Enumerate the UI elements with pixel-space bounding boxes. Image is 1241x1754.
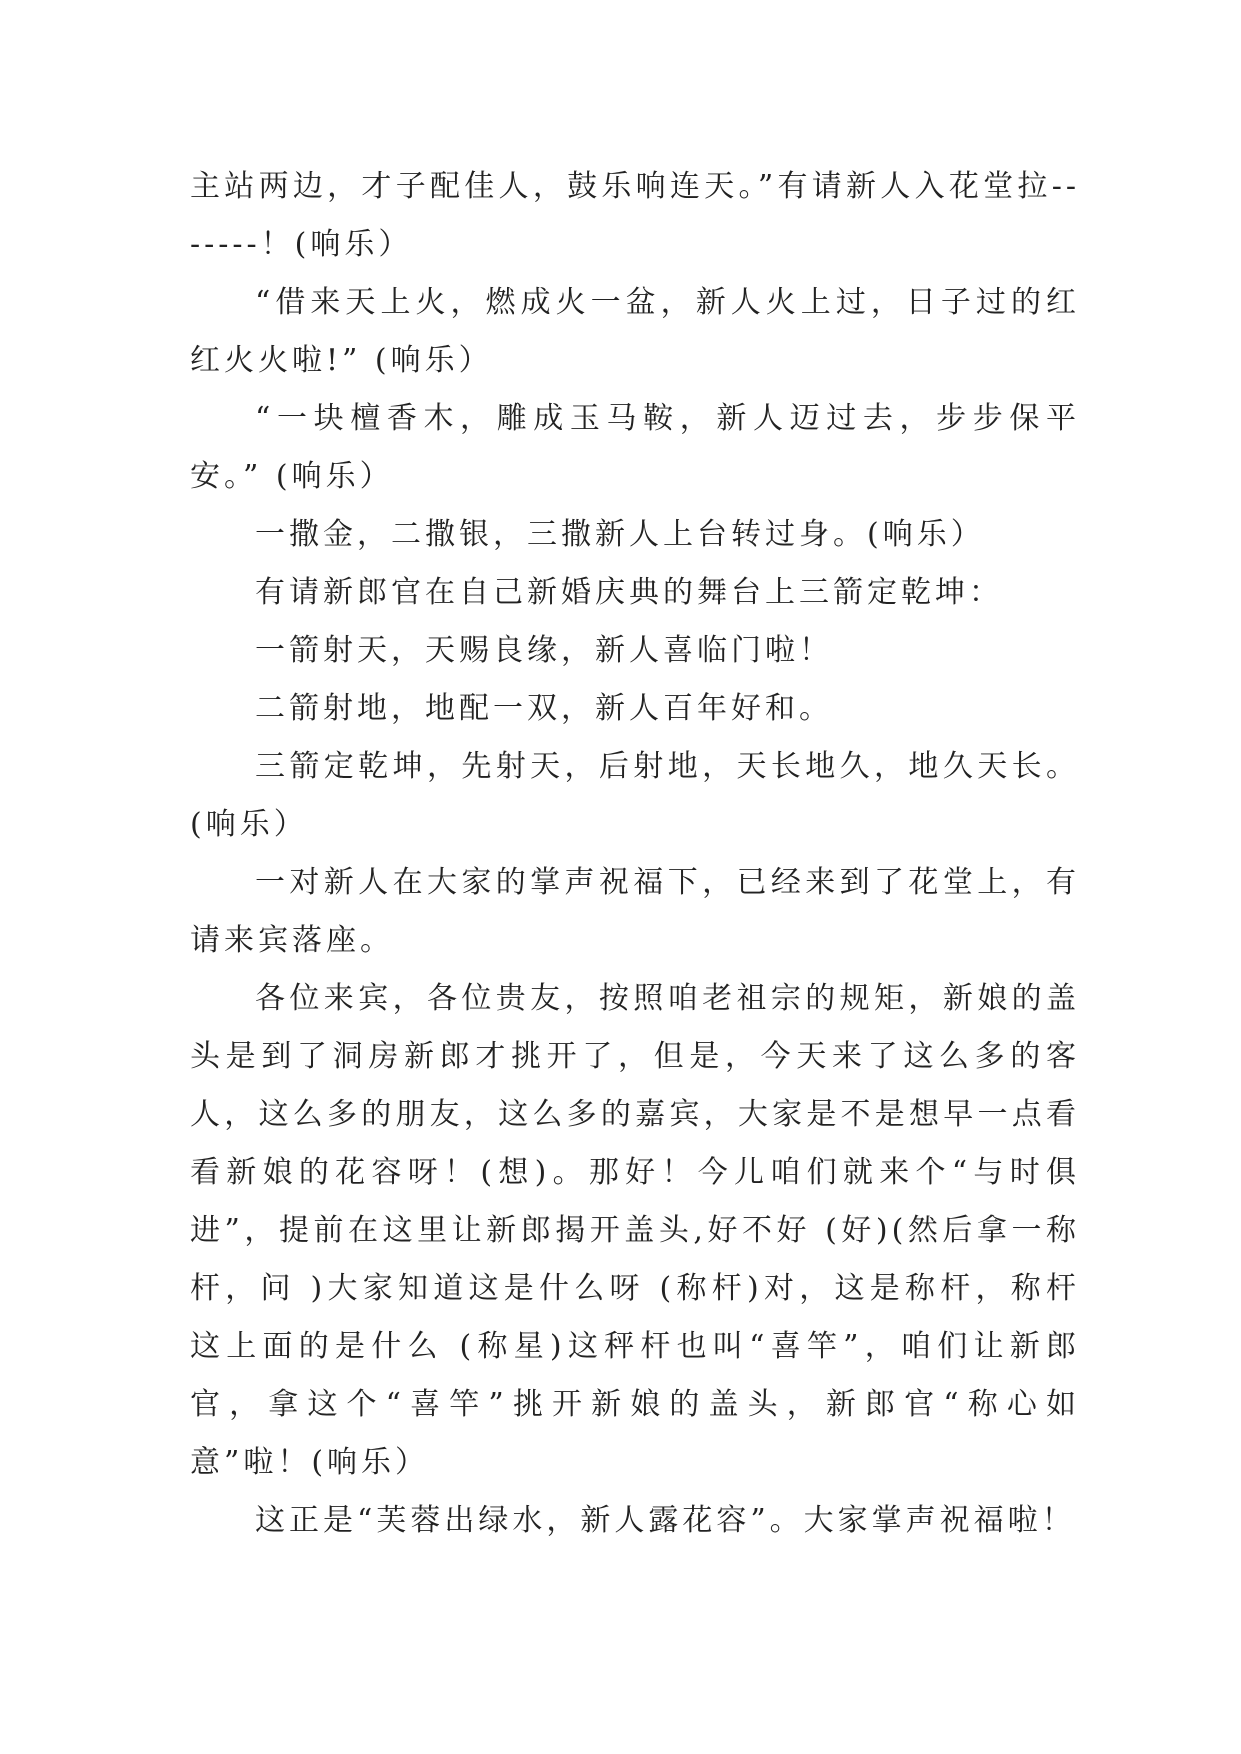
paragraph-2: “借来天上火，燃成火一盆，新人火上过，日子过的红红火火啦!” (响乐） xyxy=(190,285,1080,378)
paragraph-11: 这正是“芙蓉出绿水，新人露花容”。大家掌声祝福啦！ xyxy=(255,1503,1076,1538)
paragraph-7: 二箭射地，地配一双，新人百年好和。 xyxy=(255,691,833,726)
paragraph-1: 主站两边，才子配佳人，鼓乐响连天。”有请新人入花堂拉-------！(响乐） xyxy=(190,169,1080,262)
paragraph-10: 各位来宾，各位贵友，按照咱老祖宗的规矩，新娘的盖头是到了洞房新郎才挑开了，但是，今天来了这么多的客人，这么多的朋友，这么多的嘉宾，大家是不是想早一点看看新娘的花容呀！(想)。那好！今儿咱们就来个“与时俱进”，提前在这里让新郎揭开盖头,好不好 (好)(然后拿一称杆，问 )大家知道这是什么呀 (称杆)对，这是称杆，称杆这上面的是什么 (称星)这秤杆也叫“喜竿”，咱们让新郎官，拿这个“喜竿”挑开新娘的盖头，新郎官“称心如意”啦！(响乐） xyxy=(190,981,1080,1480)
paragraph-3: “一块檀香木，雕成玉马鞍，新人迈过去，步步保平安。” (响乐） xyxy=(190,401,1080,494)
paragraph-5: 有请新郎官在自己新婚庆典的舞台上三箭定乾坤： xyxy=(255,575,1003,610)
paragraph-4: 一撒金，二撒银，三撒新人上台转过身。(响乐） xyxy=(255,517,985,552)
paragraph-8: 三箭定乾坤，先射天，后射地，天长地久，地久天长。(响乐） xyxy=(190,749,1080,842)
paragraph-6: 一箭射天，天赐良缘，新人喜临门啦！ xyxy=(255,633,833,668)
document-body xyxy=(190,158,1080,1550)
paragraph-9: 一对新人在大家的掌声祝福下，已经来到了花堂上，有请来宾落座。 xyxy=(190,865,1080,958)
